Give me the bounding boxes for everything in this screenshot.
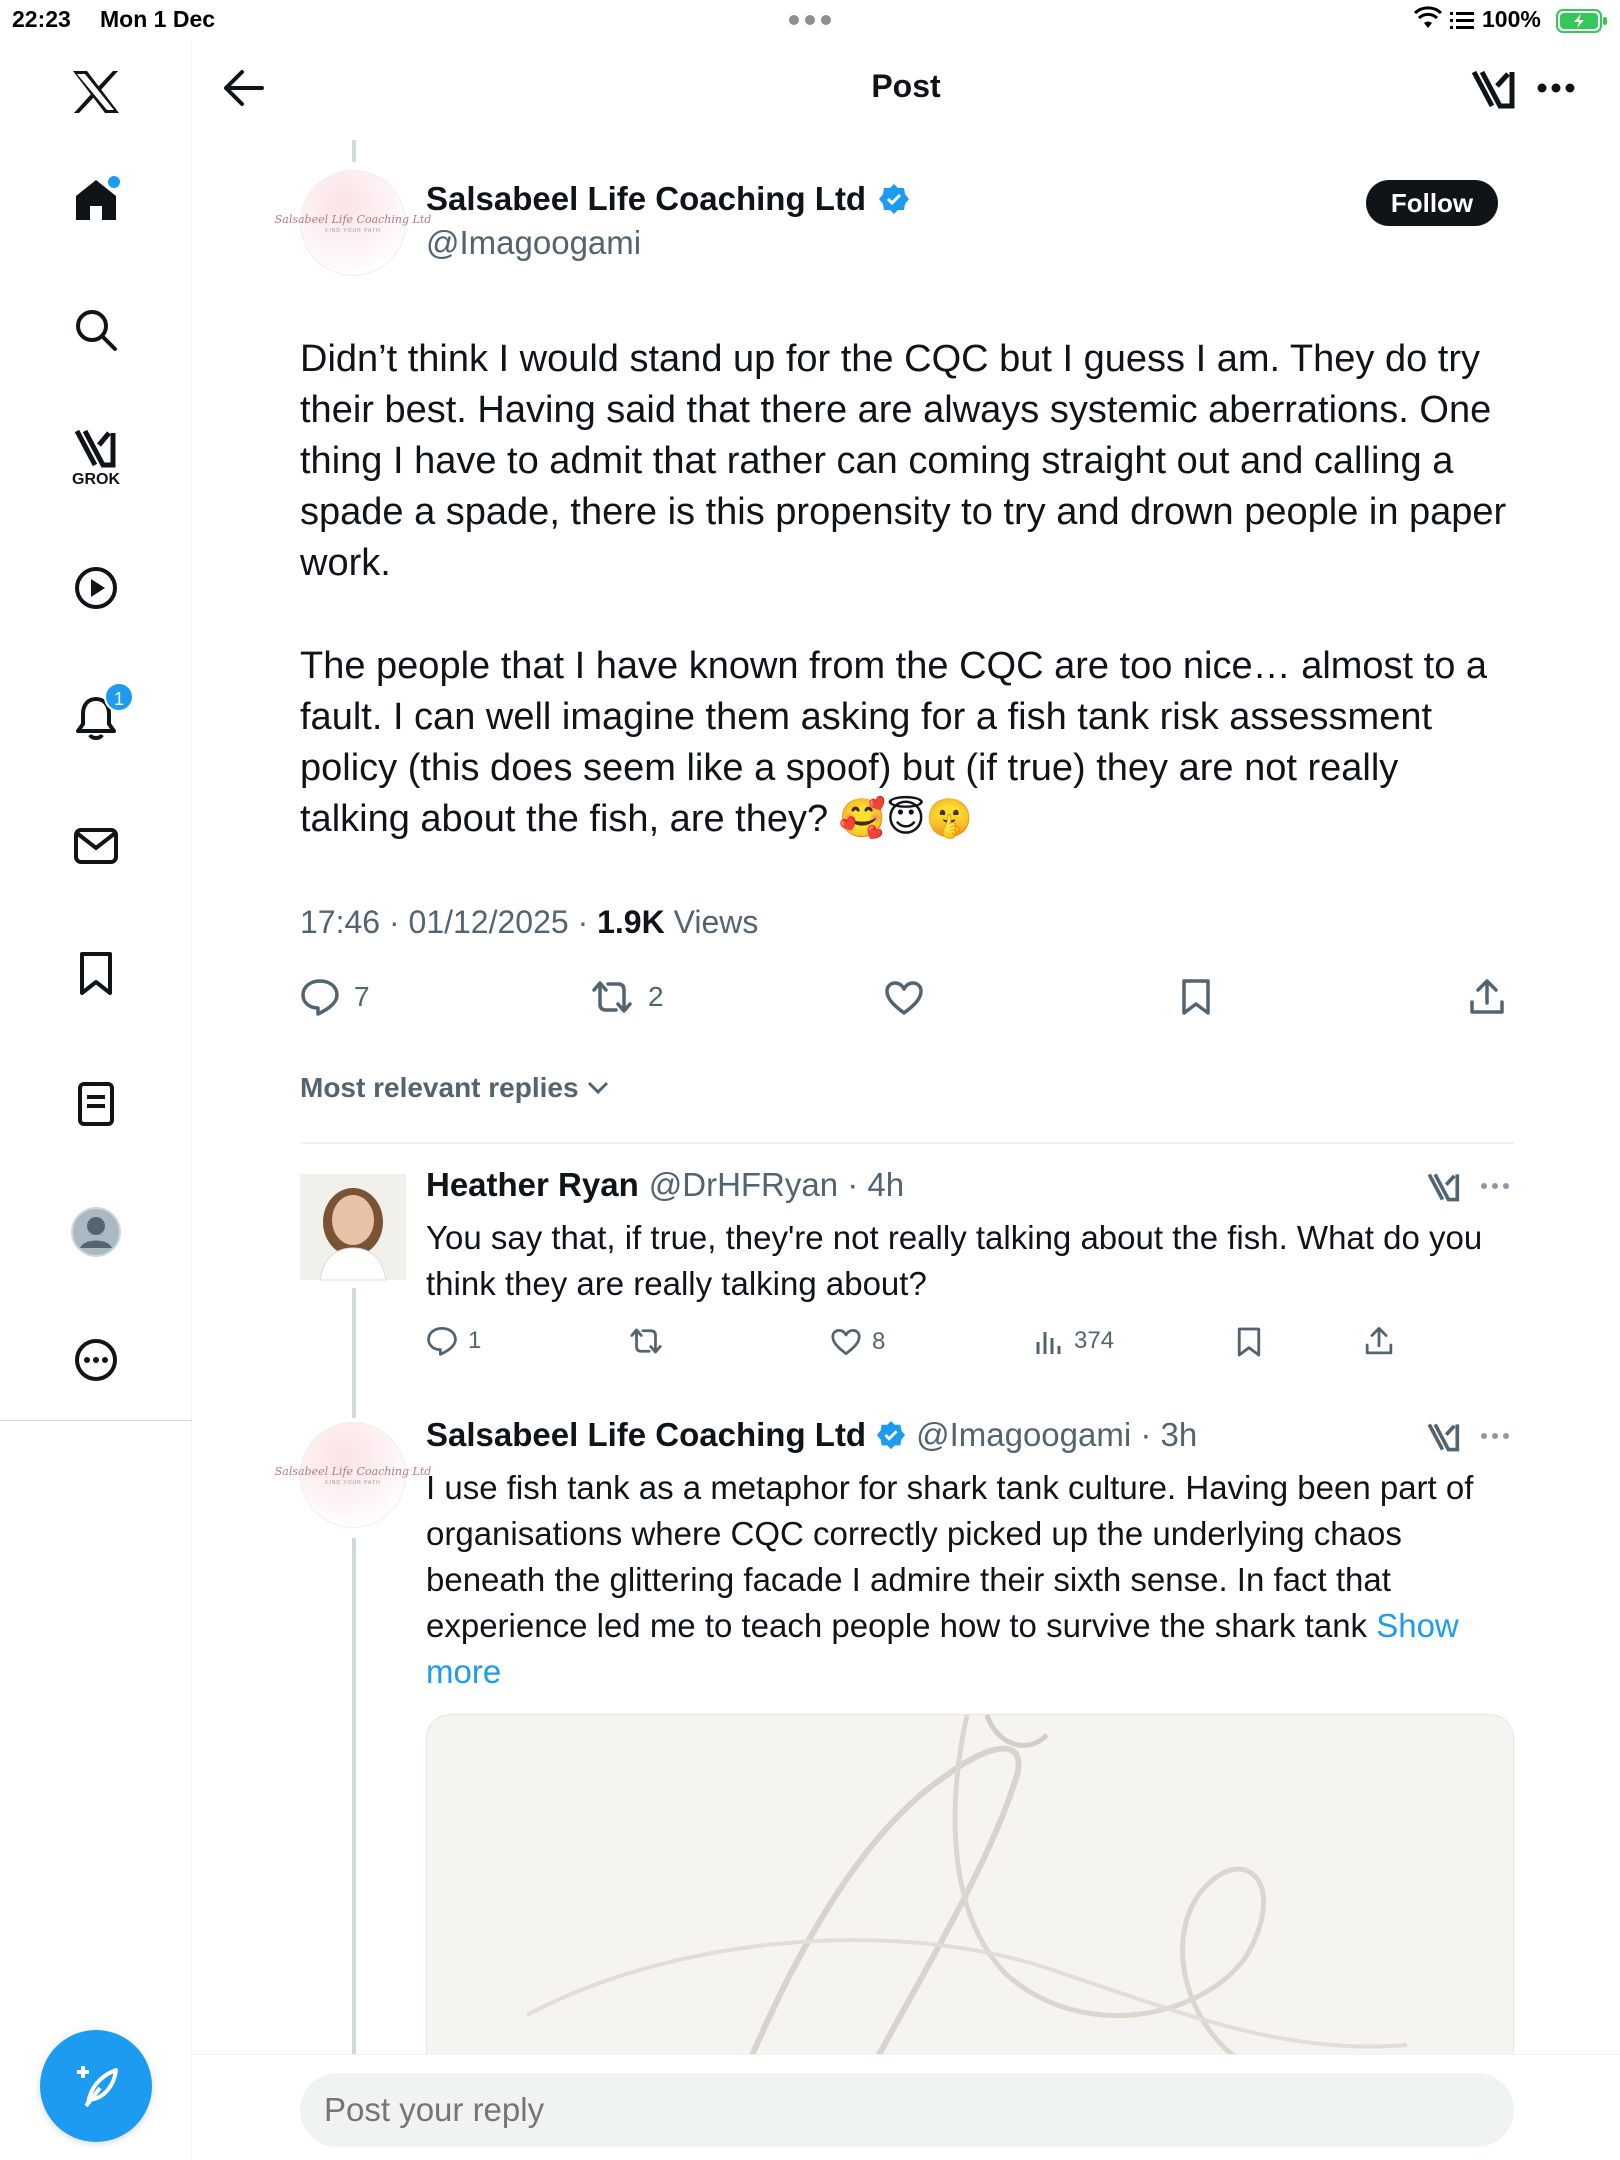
reply-author-handle[interactable]: @Imagoogami · 3h bbox=[916, 1416, 1198, 1453]
bookmark-icon bbox=[1180, 978, 1212, 1016]
avatar-logo-text: Salsabeel Life Coaching Ltd bbox=[274, 212, 432, 226]
heart-icon bbox=[884, 980, 924, 1016]
follow-button[interactable]: Follow bbox=[1366, 180, 1498, 226]
reply-reply-action[interactable] bbox=[426, 1326, 481, 1356]
repost-icon bbox=[628, 1326, 664, 1356]
reply-author-name[interactable]: Salsabeel Life Coaching Ltd bbox=[426, 1416, 867, 1453]
status-bar bbox=[0, 0, 1620, 40]
reply-like-action[interactable] bbox=[830, 1328, 885, 1356]
show-more-link[interactable]: Show more bbox=[426, 1607, 1459, 1690]
author-name: Salsabeel Life Coaching Ltd bbox=[426, 180, 867, 217]
more-options-icon[interactable] bbox=[66, 1330, 126, 1390]
repost-icon bbox=[590, 978, 634, 1016]
thread-connector bbox=[352, 140, 356, 162]
messages-envelope-icon[interactable] bbox=[66, 816, 126, 876]
more-dots-icon[interactable] bbox=[1480, 1432, 1510, 1440]
author-avatar[interactable] bbox=[274, 170, 432, 276]
avatar-logo-tagline: FIND YOUR PATH bbox=[325, 1479, 381, 1486]
reply-avatar-salsabeel[interactable] bbox=[274, 1422, 432, 1528]
more-dots-icon[interactable] bbox=[1480, 1182, 1510, 1190]
post-meta bbox=[300, 904, 758, 941]
like-action[interactable] bbox=[884, 980, 924, 1016]
reply-text-body: I use fish tank as a metaphor for shark tank culture. Having been part of organisations where CQC correctly picked up the underlying chaos beneath the glittering facade I admire their sixth sense. In fact that experience led me to teach people how to survive the shark tank bbox=[426, 1469, 1474, 1644]
bookmarks-icon[interactable] bbox=[66, 944, 126, 1004]
bookmark-icon bbox=[1236, 1326, 1262, 1358]
page-title: Post bbox=[871, 68, 941, 104]
author-name-row[interactable] bbox=[426, 180, 910, 218]
compose-post-button[interactable] bbox=[40, 2030, 152, 2142]
verified-badge-icon bbox=[878, 183, 910, 215]
reply-bookmark-action[interactable] bbox=[1236, 1326, 1262, 1358]
reply-author-handle[interactable]: @DrHFRyan · 4h bbox=[648, 1166, 905, 1203]
multitasking-dots-icon[interactable] bbox=[788, 14, 832, 26]
video-play-icon[interactable] bbox=[66, 558, 126, 618]
grok-nav-item[interactable] bbox=[66, 428, 126, 488]
reply-action[interactable] bbox=[300, 978, 370, 1016]
sidebar-nav bbox=[0, 40, 192, 2160]
lists-icon[interactable] bbox=[66, 1074, 126, 1134]
reply-likes-count: 8 bbox=[872, 1328, 886, 1355]
top-header bbox=[192, 40, 1620, 140]
notifications-badge: 1 bbox=[104, 682, 134, 712]
grok-icon[interactable] bbox=[1426, 1170, 1462, 1204]
divider bbox=[300, 1142, 1514, 1144]
grok-label: GROK bbox=[72, 471, 120, 488]
status-time: 22:23 bbox=[12, 6, 71, 32]
search-icon[interactable] bbox=[66, 300, 126, 360]
replies-count: 7 bbox=[354, 981, 370, 1012]
status-date: Mon 1 Dec bbox=[100, 6, 216, 32]
post-text-paragraph-1: Didn’t think I would stand up for the CQC but I guess I am. They do try their best. Having said that there are always systemic aberrations. One thing I have to admit that rather can coming straight out and calling a spade a spade, there is this propensity to try and drown people in paper work. bbox=[300, 338, 1507, 584]
reply-avatar-heather[interactable] bbox=[300, 1174, 406, 1280]
reply-share-action[interactable] bbox=[1364, 1326, 1394, 1356]
share-upload-icon bbox=[1468, 978, 1506, 1016]
home-icon[interactable] bbox=[66, 170, 126, 230]
reply-header bbox=[426, 1416, 1197, 1454]
reply-text: You say that, if true, they're not really talking about the fish. What do you think they are really talking about? bbox=[426, 1219, 1483, 1302]
bookmark-action[interactable] bbox=[1180, 978, 1212, 1016]
reply-repost-action[interactable] bbox=[628, 1326, 664, 1356]
grok-icon[interactable] bbox=[1470, 66, 1518, 112]
reply-bubble-icon bbox=[300, 978, 340, 1016]
reply-views-count: 374 bbox=[1074, 1327, 1115, 1354]
compose-feather-icon bbox=[72, 2062, 120, 2110]
reply-views-action[interactable] bbox=[1034, 1326, 1114, 1356]
replies-sort-dropdown[interactable] bbox=[300, 1072, 609, 1104]
views-count: 1.9K bbox=[597, 904, 665, 940]
repost-action[interactable] bbox=[590, 978, 664, 1016]
share-action[interactable] bbox=[1468, 978, 1506, 1016]
reply-input[interactable] bbox=[300, 2073, 1514, 2147]
battery-percent: 100% bbox=[1482, 6, 1541, 32]
notifications-bell-icon[interactable] bbox=[66, 688, 126, 748]
heart-icon bbox=[830, 1328, 862, 1356]
profile-avatar-icon[interactable] bbox=[66, 1202, 126, 1262]
grok-icon[interactable] bbox=[1426, 1420, 1462, 1454]
grok-icon bbox=[73, 427, 119, 469]
reply-bubble-icon bbox=[426, 1326, 458, 1356]
author-handle[interactable]: @Imagoogami bbox=[426, 224, 642, 261]
reply-header bbox=[426, 1166, 904, 1204]
reply-composer-bar bbox=[192, 2054, 1620, 2160]
post-text-paragraph-2: The people that I have known from the CQC are too nice… almost to a fault. I can well imagine them asking for a fish tank risk assessment policy (this does seem like a spoof) but (if true) they are not really talking about the fish, are they? 🥰😇🤫 bbox=[300, 645, 1488, 840]
battery-icon bbox=[1556, 8, 1608, 34]
x-logo-icon[interactable] bbox=[66, 62, 126, 122]
more-dots-icon[interactable] bbox=[1536, 82, 1576, 94]
reply-text bbox=[426, 1465, 1516, 1695]
focus-list-icon bbox=[1450, 10, 1474, 30]
chevron-down-icon bbox=[587, 1081, 609, 1095]
avatar-logo-text: Salsabeel Life Coaching Ltd bbox=[274, 1464, 432, 1478]
post-timestamp: 17:46 · 01/12/2025 · bbox=[300, 904, 598, 940]
avatar-logo-tagline: FIND YOUR PATH bbox=[325, 227, 381, 234]
thread-connector bbox=[352, 1288, 356, 1418]
wifi-icon bbox=[1414, 8, 1442, 30]
views-bar-chart-icon bbox=[1034, 1326, 1064, 1356]
verified-badge-icon bbox=[876, 1420, 906, 1450]
reply-author-name[interactable]: Heather Ryan bbox=[426, 1166, 639, 1203]
replies-sort-label: Most relevant replies bbox=[300, 1072, 579, 1103]
sidebar-divider bbox=[0, 1420, 192, 1421]
reply-replies-count: 1 bbox=[468, 1327, 482, 1354]
views-label: Views bbox=[664, 904, 759, 940]
thread-connector bbox=[352, 1538, 356, 2058]
reposts-count: 2 bbox=[648, 981, 664, 1012]
share-upload-icon bbox=[1364, 1326, 1394, 1356]
